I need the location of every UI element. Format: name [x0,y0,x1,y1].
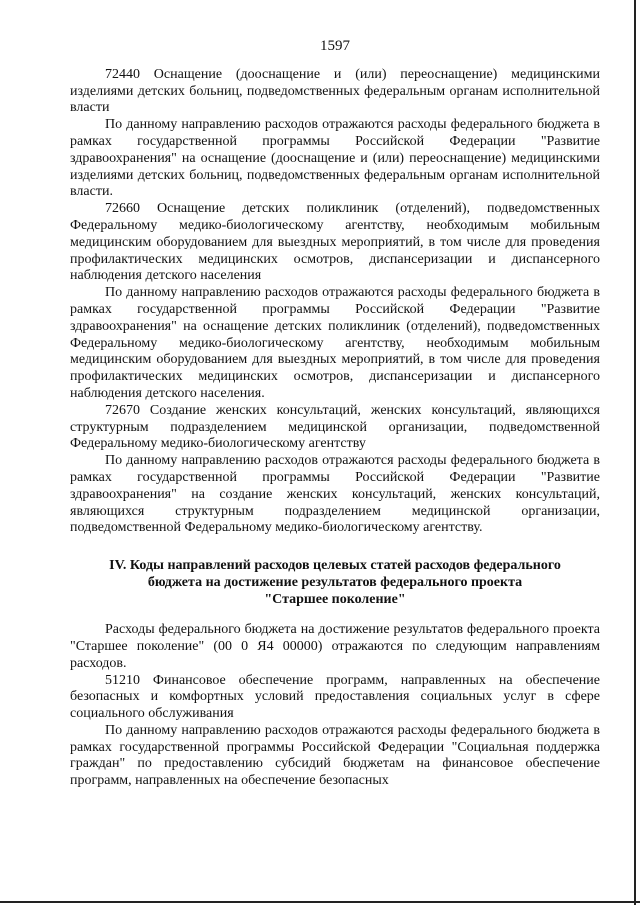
document-page [70,38,600,790]
paragraph-72440-title: 72440 Оснащение (дооснащение и (или) переоснащение) медицинскими изделиями детских больниц, подведомственных федеральным органам исполнительной власти [70,66,600,116]
paragraph-72660-description: По данному направлению расходов отражаются расходы федерального бюджета в рамках государственной программы Российской Федерации "Развитие здравоохранения" на оснащение детских поликлиник (отделений), подведомственных Федеральному медико-биологическому агентству, необходимым мобильным медицинским оборудованием для выездных мероприятий, в том числе для проведения профилактических медицинских осмотров, диспансеризации и диспансерного наблюдения детского населения. [70,285,600,401]
page-number: 1597 [320,38,350,54]
paragraph-51210-description: По данному направлению расходов отражаются расходы федерального бюджета в рамках государственной программы Российской Федерации "Социальная поддержка граждан" по предоставлению субсидий бюджетам на финансовое обеспечение программ, направленных на обеспечение безопасных [70,722,600,789]
section-heading [70,557,600,608]
paragraph-72670-title: 72670 Создание женских консультаций, женских консультаций, являющихся структурным подразделением медицинской организации, подведомственной Федеральному медико-биологическому агентству [70,402,600,452]
section-heading-line-1: IV. Коды направлений расходов целевых статей расходов федерального [109,558,561,574]
page-edge-right [634,0,636,905]
section-heading-line-2: бюджета на достижение результатов федерального проекта [147,575,523,591]
section-heading-line-3: "Старшее поколение" [264,592,406,608]
paragraph-section-intro: Расходы федерального бюджета на достижение результатов федерального проекта "Старшее поколение" (00 0 Я4 00000) отражаются по следующим направлениям расходов. [70,622,600,671]
paragraph-72670-description: По данному направлению расходов отражаются расходы федерального бюджета в рамках государственной программы Российской Федерации "Развитие здравоохранения" на создание женских консультаций, женских консультаций, являющихся структурным подразделением медицинской организации, подведомственной Федеральному медико-биологическому агентству. [70,453,600,536]
page-edge-bottom [0,901,640,903]
paragraph-72440-description: По данному направлению расходов отражаются расходы федерального бюджета в рамках государственной программы Российской Федерации "Развитие здравоохранения" на оснащение (дооснащение и (или) переоснащение) медицинскими изделиями детских больниц, подведомственных федеральным органам исполнительной власти. [70,117,600,200]
paragraph-72660-title: 72660 Оснащение детских поликлиник (отделений), подведомственных Федеральному медико-биологическому агентству, необходимым мобильным медицинским оборудованием для выездных мероприятий, в том числе для проведения профилактических медицинских осмотров, диспансеризации и диспансерного наблюдения детского населения [70,201,600,284]
paragraph-51210-title: 51210 Финансовое обеспечение программ, направленных на обеспечение безопасных и комфортных условий предоставления социальных услуг в сфере социального обслуживания [70,672,600,722]
